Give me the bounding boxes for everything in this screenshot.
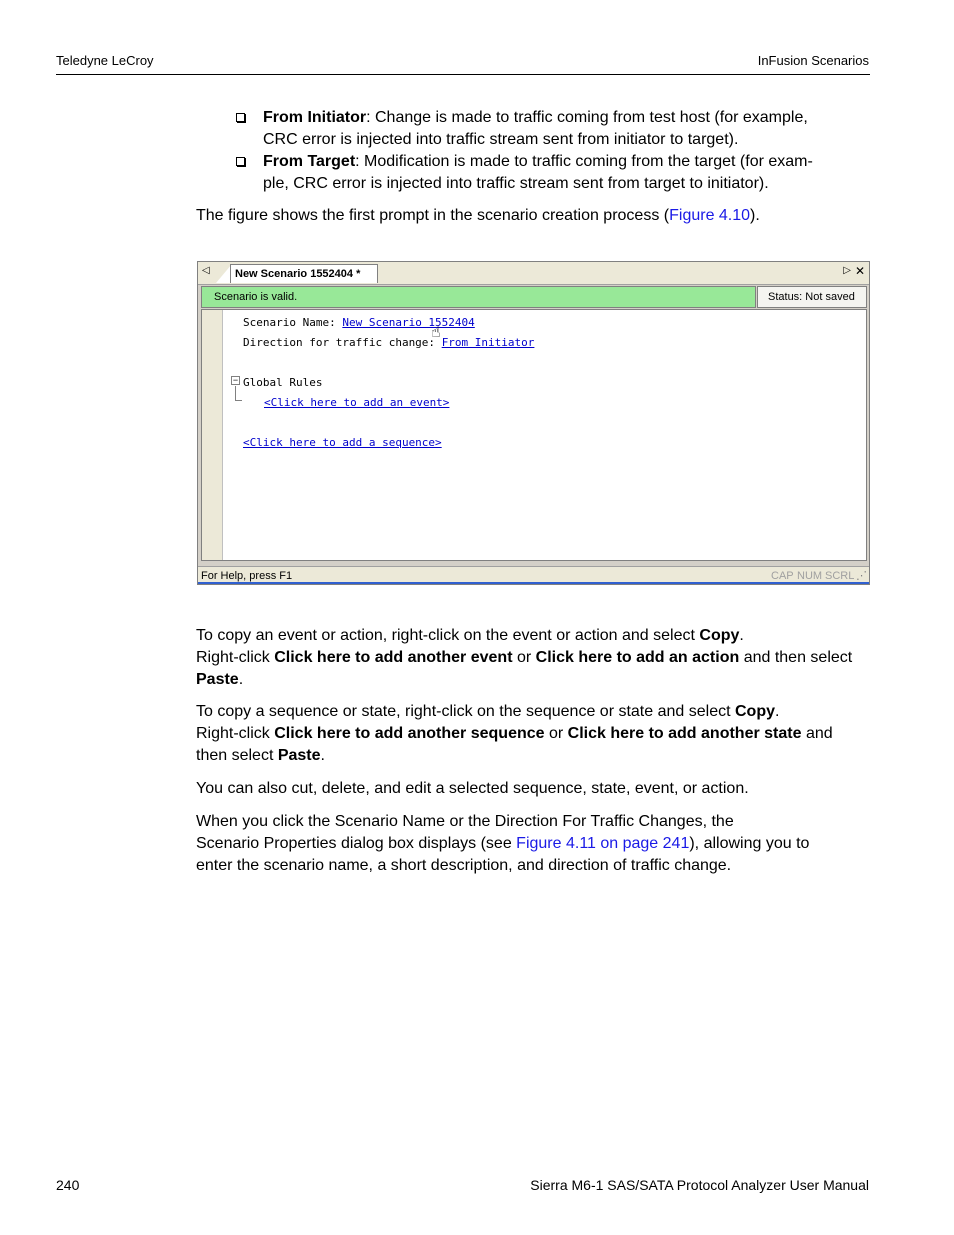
text: ), allowing you to	[689, 835, 810, 852]
bullet-text: : Modification is made to traffic coming from the target (for exam-	[355, 153, 813, 170]
text: and then select	[739, 649, 853, 666]
text: Scenario Properties dialog box displays (see	[196, 835, 517, 852]
scroll-left-icon[interactable]: ◁	[202, 265, 210, 276]
text: To copy an event or action, right-click on the event or action and select	[196, 627, 700, 644]
text: Right-click	[196, 725, 275, 742]
text: Right-click	[196, 649, 275, 666]
save-status: Status: Not saved	[757, 286, 867, 308]
scenario-screenshot	[197, 261, 870, 585]
add-sequence-text[interactable]: <Click here to add a sequence>	[243, 436, 442, 449]
text: or	[544, 725, 568, 742]
bold-text: Click here to add another event	[274, 649, 513, 666]
text: or	[512, 649, 536, 666]
validity-status: Scenario is valid.	[201, 286, 756, 308]
tree-connector	[235, 386, 242, 401]
text: .	[739, 627, 744, 644]
bullet-text-line2: ple, CRC error is injected into traffic stream sent from target to initiator).	[263, 175, 769, 192]
scenario-editor	[201, 309, 867, 561]
tab-new-scenario[interactable]: New Scenario 1552404 *	[230, 264, 378, 283]
bullet-from-initiator	[236, 107, 870, 151]
bold-text: Click here to add another state	[567, 725, 802, 742]
text: To copy a sequence or state, right-click on the sequence or state and select	[196, 703, 735, 720]
bullet-term: From Target	[263, 153, 356, 170]
bold-text: Click here to add an action	[535, 649, 740, 666]
copy-sequence-paragraph	[196, 701, 870, 767]
direction-label: Direction for traffic change:	[243, 336, 442, 349]
global-rules-label: Global Rules	[243, 376, 323, 389]
text: then select	[196, 747, 278, 764]
text: .	[320, 747, 325, 764]
editor-gutter	[202, 310, 223, 560]
page-number: 240	[56, 1177, 80, 1193]
copy-event-paragraph	[196, 625, 870, 691]
tab-bar	[198, 262, 869, 285]
scrl-indicator: SCRL	[825, 570, 855, 582]
scroll-right-icon[interactable]: ▷	[843, 265, 851, 276]
text: When you click the Scenario Name or the Direction For Traffic Changes, the	[196, 813, 734, 830]
help-text: For Help, press F1	[201, 570, 293, 582]
direction-link[interactable]: From Initiator	[441, 336, 535, 349]
scenario-name-link[interactable]: New Scenario 1552404	[342, 316, 475, 329]
header-left: Teledyne LeCroy	[56, 53, 154, 68]
bullet-term: From Initiator	[263, 109, 367, 126]
bullet-from-target	[236, 151, 870, 195]
checkbox-bullet-icon	[236, 157, 245, 166]
add-sequence-link[interactable]	[243, 436, 442, 450]
bold-text: Paste	[196, 671, 239, 688]
bold-text: Copy	[734, 703, 775, 720]
intro-paragraph	[196, 205, 870, 227]
figure-link[interactable]: Figure 4.11 on page 241	[516, 835, 690, 852]
intro-end: ).	[750, 207, 760, 224]
bold-text: Click here to add another sequence	[274, 725, 545, 742]
bold-text: Paste	[277, 747, 321, 764]
intro-text: The figure shows the first prompt in the scenario creation process (	[196, 207, 670, 224]
manual-title: Sierra M6-1 SAS/SATA Protocol Analyzer User Manual	[530, 1177, 869, 1193]
add-event-link[interactable]	[264, 396, 449, 410]
close-icon[interactable]: ✕	[854, 264, 865, 278]
bullet-text: : Change is made to traffic coming from test host (for example,	[366, 109, 808, 126]
app-status-bar	[198, 566, 869, 584]
cut-delete-paragraph: You can also cut, delete, and edit a selected sequence, state, event, or action.	[196, 780, 749, 797]
text: .	[774, 703, 780, 720]
text: enter the scenario name, a short description, and direction of traffic change.	[196, 857, 732, 874]
add-event-text[interactable]: <Click here to add an event>	[264, 396, 450, 409]
text: .	[238, 671, 244, 688]
num-indicator: NUM	[797, 570, 823, 582]
cap-indicator: CAP	[771, 570, 794, 582]
bold-text: Copy	[699, 627, 740, 644]
scenario-name-label: Scenario Name:	[243, 316, 343, 329]
text: and	[801, 725, 833, 742]
direction-line	[243, 336, 534, 350]
collapse-icon[interactable]: −	[232, 375, 239, 385]
scenario-properties-paragraph	[196, 811, 870, 877]
resize-grip-icon[interactable]: ⋰	[856, 570, 867, 582]
header-right: InFusion Scenarios	[757, 53, 869, 68]
bullet-text-line2: CRC error is injected into traffic stream sent from initiator to target).	[263, 131, 739, 148]
hand-cursor-icon: ☝	[431, 324, 441, 341]
header-rule	[56, 74, 870, 75]
figure-link[interactable]: Figure 4.10	[669, 207, 751, 224]
checkbox-bullet-icon	[236, 113, 245, 122]
